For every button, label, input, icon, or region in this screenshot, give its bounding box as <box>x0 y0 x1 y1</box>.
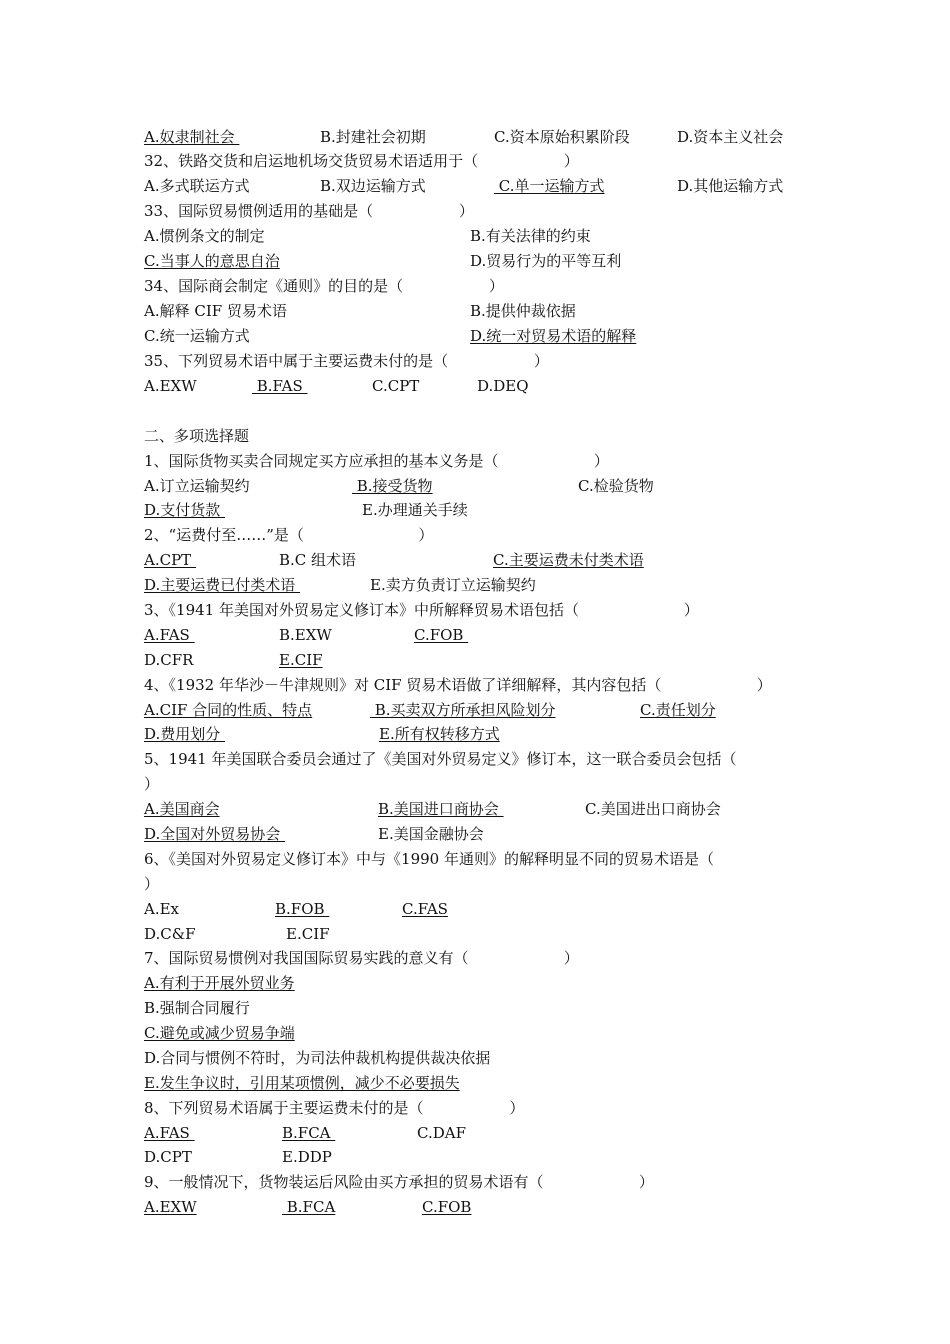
option-b: B.接受货物 <box>352 477 433 495</box>
question-6: 6、《美国对外贸易定义修订本》中与《1990 年通则》的解释明显不同的贸易术语是（ <box>144 850 714 868</box>
option-b: B.美国进口商协会 <box>378 800 504 818</box>
option-a: A.EXW <box>144 1198 197 1216</box>
question-3: 3、《1941 年美国对外贸易定义修订本》中所解释贸易术语包括（ ） <box>144 601 699 619</box>
option-d: D.统一对贸易术语的解释 <box>470 327 637 345</box>
option-a: A.惯例条文的制定 <box>144 227 265 245</box>
option-d: D.C&F <box>144 925 196 943</box>
option-b: B.FCA <box>282 1198 336 1216</box>
option-c: C.DAF <box>417 1124 466 1142</box>
question-33: 33、国际贸易惯例适用的基础是（ ） <box>144 202 474 220</box>
question-6-continued: ） <box>144 875 160 893</box>
option-e: E.办理通关手续 <box>362 501 468 519</box>
question-5-continued: ） <box>144 775 160 793</box>
option-c: C.FOB <box>422 1198 472 1216</box>
option-b: B.C 组术语 <box>279 551 357 569</box>
option-c: C.FAS <box>402 900 448 918</box>
option-b: B.EXW <box>279 626 332 644</box>
question-4: 4、《1932 年华沙－牛津规则》对 CIF 贸易术语做了详细解释，其内容包括（ ） <box>144 676 772 694</box>
question-9: 9、一般情况下，货物装运后风险由买方承担的贸易术语有（ ） <box>144 1173 654 1191</box>
option-a: A.奴隶制社会 <box>144 128 240 146</box>
option-c: C.美国进出口商协会 <box>585 800 721 818</box>
option-c: C.CPT <box>372 377 420 395</box>
option-a: A.CIF 合同的性质、特点 <box>144 701 313 719</box>
option-b: B.FOB <box>275 900 330 918</box>
question-8: 8、下列贸易术语属于主要运费未付的是（ ） <box>144 1099 525 1117</box>
option-b: B.双边运输方式 <box>320 177 426 195</box>
option-a: A.EXW <box>144 377 197 395</box>
option-c: C.统一运输方式 <box>144 327 250 345</box>
option-a: A.美国商会 <box>144 800 220 818</box>
option-d: D.CPT <box>144 1148 192 1166</box>
option-e: E.卖方负责订立运输契约 <box>370 576 536 594</box>
option-a: A.CPT <box>144 551 196 569</box>
option-b: B.FAS <box>252 377 308 395</box>
option-e: E.CIF <box>286 925 330 943</box>
option-d: D.费用划分 <box>144 725 226 743</box>
option-d: D.贸易行为的平等互利 <box>470 252 622 270</box>
option-d: D.支付货款 <box>144 501 226 519</box>
option-c: C.检验货物 <box>578 477 654 495</box>
option-e: E.DDP <box>282 1148 332 1166</box>
option-a: A.有利于开展外贸业务 <box>144 974 295 992</box>
option-b: B.买卖双方所承担风险划分 <box>370 701 556 719</box>
question-5: 5、1941 年美国联合委员会通过了《美国对外贸易定义》修订本，这一联合委员会包括（ <box>144 750 737 768</box>
option-d: D.合同与惯例不符时，为司法仲裁机构提供裁决依据 <box>144 1049 491 1067</box>
option-a: A.Ex <box>144 900 180 918</box>
option-a: A.FAS <box>144 626 195 644</box>
option-e: E.发生争议时，引用某项惯例，减少不必要损失 <box>144 1074 460 1092</box>
option-b: B.强制合同履行 <box>144 999 250 1017</box>
option-c: C.当事人的意思自治 <box>144 252 280 270</box>
option-d: D.其他运输方式 <box>677 177 784 195</box>
option-a: A.订立运输契约 <box>144 477 250 495</box>
option-c: C.避免或减少贸易争端 <box>144 1024 295 1042</box>
option-c: C.单一运输方式 <box>494 177 605 195</box>
question-35: 35、下列贸易术语中属于主要运费未付的是（ ） <box>144 352 549 370</box>
option-e: E.所有权转移方式 <box>379 725 500 743</box>
option-a: A.多式联运方式 <box>144 177 250 195</box>
question-32: 32、铁路交货和启运地机场交货贸易术语适用于（ ） <box>144 152 579 170</box>
option-d: D.DEQ <box>477 377 529 395</box>
option-b: B.封建社会初期 <box>320 128 426 146</box>
option-e: E.美国金融协会 <box>378 825 484 843</box>
option-d: D.资本主义社会 <box>677 128 784 146</box>
option-e: E.CIF <box>279 651 323 669</box>
option-b: B.FCA <box>282 1124 336 1142</box>
question-2: 2、“运费付至……”是（ ） <box>144 526 434 544</box>
option-b: B.有关法律的约束 <box>470 227 591 245</box>
option-d: D.主要运费已付类术语 <box>144 576 301 594</box>
option-d: D.CFR <box>144 651 194 669</box>
option-c: C.责任划分 <box>640 701 716 719</box>
option-c: C.主要运费未付类术语 <box>493 551 644 569</box>
question-1: 1、国际货物买卖合同规定买方应承担的基本义务是（ ） <box>144 452 609 470</box>
option-a: A.解释 CIF 贸易术语 <box>144 302 287 320</box>
option-a: A.FAS <box>144 1124 195 1142</box>
option-d: D.全国对外贸易协会 <box>144 825 286 843</box>
question-34: 34、国际商会制定《通则》的目的是（ ） <box>144 277 504 295</box>
option-c: C.资本原始积累阶段 <box>494 128 630 146</box>
section-heading: 二、多项选择题 <box>144 427 250 445</box>
question-7: 7、国际贸易惯例对我国国际贸易实践的意义有（ ） <box>144 949 579 967</box>
option-b: B.提供仲裁依据 <box>470 302 576 320</box>
option-c: C.FOB <box>414 626 469 644</box>
